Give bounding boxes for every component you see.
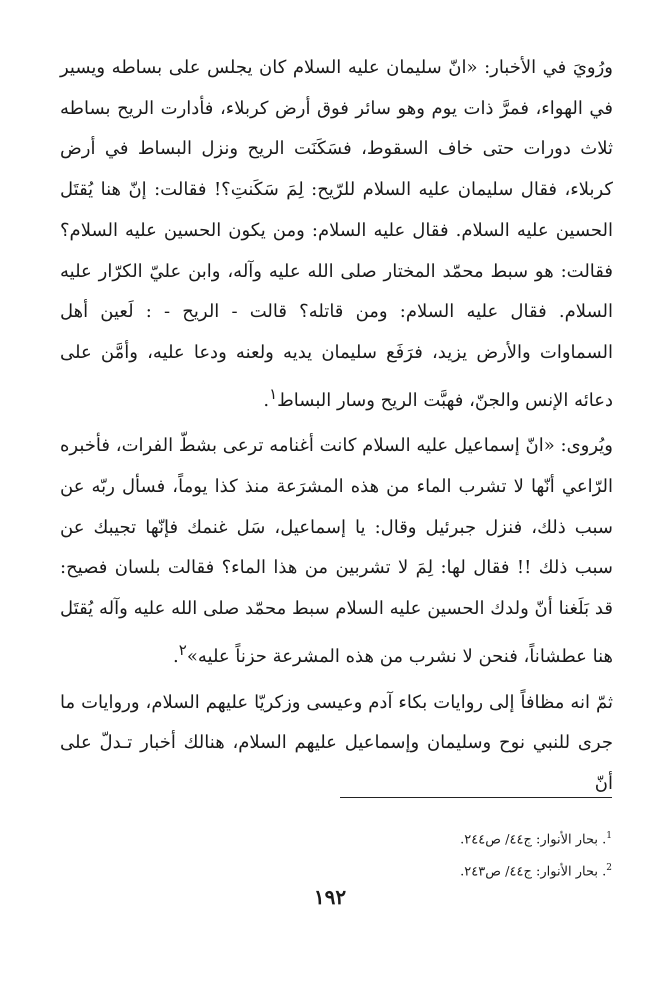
main-text [60, 48, 613, 805]
footnote-ref-1: ١ [269, 384, 278, 403]
footnotes [300, 822, 612, 887]
paragraph-text: ويُروى: «انّ إسماعيل عليه السلام كانت أغنامه ترعى بشطّ الفرات، فأخبره الرّاعي أنّها لا تشرب الماء من هذه المشرَعة منذ كذا يوماً، فسأل ربّه عن سبب ذلك، فنزل جبرئيل وقال: يا إسماعيل، سَل غنمك فإنّها تجيبك عن سبب ذلك !! فقال لها: لِمَ لا تشربين من هذا الماء؟ فقالت بلسان فصيح: قد بَلَغنا أنّ ولدك الحسين عليه السلام سبط محمّد صلى الله عليه وآله يُقتَل هنا عطشاناً، فنحن لا نشرب من هذه المشرعة حزناً عليه» [60, 435, 613, 667]
footnote-1 [300, 822, 612, 854]
footnote-mark: 1 [606, 831, 612, 841]
paragraph-summary [60, 683, 613, 805]
footnote-text: . بحار الأنوار: ج٤٤/ ص٢٤٣. [460, 864, 607, 880]
footnote-mark: 2 [606, 863, 612, 874]
paragraph-text: ثمّ انه مظافاً إلى روايات بكاء آدم وعيسى وزكريّا عليهم السلام، وروايات ما جرى للنبي نوح وسليمان وإسماعيل عليهم السلام، هنالك أخبار تـدلّ على أنّ [60, 691, 613, 794]
page-number: ١٩٢ [313, 885, 347, 909]
paragraph-ismail: ويُروى: «انّ إسماعيل عليه السلام كانت أغنامه ترعى بشطّ الفرات، فأخبره الرّاعي أنّها لا تشرب الماء من هذه المشرَعة منذ كذا يوماً، فسأل ربّه عن سبب ذلك، فنزل جبرئيل وقال: يا إسماعيل، سَل غنمك فإنّها تجيبك عن سبب ذلك !! فقال لها: لِمَ لا تشربين من هذا الماء؟ فقالت بلسان فصيح: قد بَلَغنا أنّ ولدك الحسين عليه السلام سبط محمّد صلى الله عليه وآله يُقتَل هنا عطشاناً، فنحن لا نشرب من هذه المشرعة حزناً عليه»$^٢$. [60, 435, 613, 667]
footnote-2 [300, 854, 612, 886]
paragraph-sulayman: ورُويَ في الأخبار: «انّ سليمان عليه السلام كان يجلس على بساطه ويسير في الهواء، فمرَّ ذات يوم وهو سائر فوق أرض كربلاء، فأدارت الريح بساطه ثلاث دورات حتى خاف السقوط، فسَكَنَت الريح ونزل البساط في أرض كربلاء، فقال سليمان عليه السلام للرّيح: لِمَ سَكَنتِ؟! فقالت: إنّ هنا يُقتَل الحسين عليه السلام. فقال عليه السلام: ومن يكون الحسين عليه السلام؟ فقالت: هو سبط محمّد المختار صلى الله عليه وآله، وابن عليّ الكرّار عليه السلام. فقال عليه السلام: ومن قاتله؟ قالت - الريح - : لَعين أهل السماوات والأرض يزيد، فرَفَع سليمان يديه ولعنه ودعا عليه، وأمَّن على دعائه الإنس والجنّ، فهبَّت الريح وسار البساط$^١$. [60, 57, 613, 411]
footnote-text: . بحار الأنوار: ج٤٤/ ص٢٤٤. [460, 832, 607, 848]
paragraph-text: ورُويَ في الأخبار: «انّ سليمان عليه السلام كان يجلس على بساطه ويسير في الهواء، فمرَّ ذات يوم وهو سائر فوق أرض كربلاء، فأدارت الريح بساطه ثلاث دورات حتى خاف السقوط، فسَكَنَت الريح ونزل البساط في أرض كربلاء، فقال سليمان عليه السلام للرّيح: لِمَ سَكَنتِ؟! فقالت: إنّ هنا يُقتَل الحسين عليه السلام. فقال عليه السلام: ومن يكون الحسين عليه السلام؟ فقالت: هو سبط محمّد المختار صلى الله عليه وآله، وابن عليّ الكرّار عليه السلام. فقال عليه السلام: ومن قاتله؟ قالت - الريح - : لَعين أهل السماوات والأرض يزيد، فرَفَع سليمان يديه ولعنه ودعا عليه، وأمَّن على دعائه الإنس والجنّ، فهبَّت الريح وسار البساط [60, 57, 613, 411]
footnote-ref-2: ٢ [178, 640, 187, 659]
footnote-divider [340, 797, 612, 798]
